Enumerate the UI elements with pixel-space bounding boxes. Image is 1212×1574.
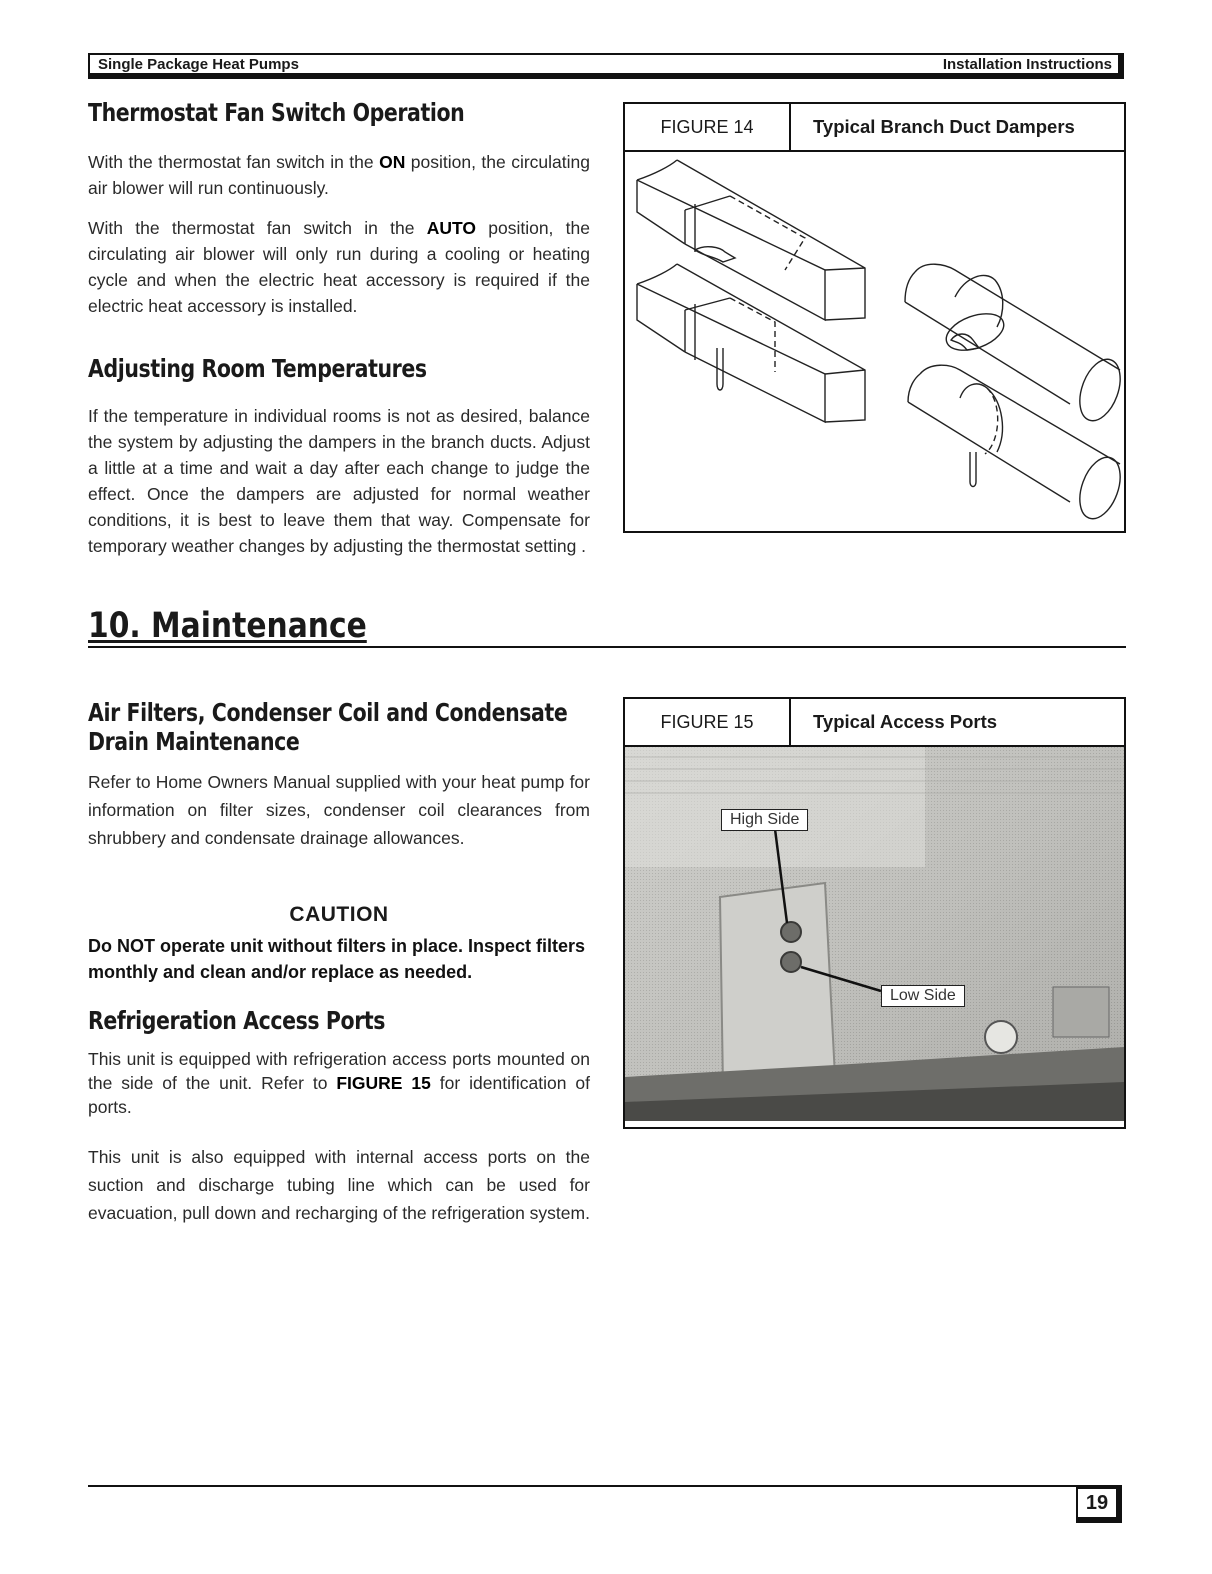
air-filters-heading-line-2: Drain Maintenance <box>88 727 300 756</box>
thermostat-paragraph-2 <box>88 215 590 319</box>
header-left-title: Single Package Heat Pumps <box>98 55 299 73</box>
low-side-label: Low Side <box>881 985 965 1007</box>
refrigeration-paragraph-1 <box>88 1047 590 1119</box>
figure-15-number: FIGURE 15 <box>625 699 791 745</box>
text-run: With the thermostat fan switch in the <box>88 218 427 238</box>
branch-duct-dampers-illustration <box>625 152 1124 531</box>
text-run: for identification of ports. <box>88 1073 590 1117</box>
bold-run: ON <box>379 152 406 172</box>
refrigeration-heading: Refrigeration Access Ports <box>88 1006 386 1035</box>
high-side-label: High Side <box>721 809 808 831</box>
figure-14-title: Typical Branch Duct Dampers <box>813 116 1075 137</box>
page-header <box>88 53 1124 79</box>
figure-15 <box>623 697 1126 1129</box>
figure-14 <box>623 102 1126 533</box>
access-ports-photo <box>625 747 1124 1121</box>
refrigeration-paragraph-2: This unit is also equipped with internal access ports on the suction and discharge tubing line which can be used for evacuation, pull down and recharging of the refrigeration system. <box>88 1147 590 1223</box>
maintenance-section-heading <box>88 606 1126 648</box>
air-filters-section <box>88 698 590 852</box>
thermostat-heading: Thermostat Fan Switch Operation <box>88 98 465 127</box>
text-run: This unit is equipped with refrigeration access ports mounted on the side of the unit. Refer to <box>88 1049 590 1093</box>
figure-14-header <box>625 104 1124 152</box>
room-temps-section <box>88 354 590 559</box>
figure-15-title: Typical Access Ports <box>813 711 998 732</box>
bold-run: FIGURE 15 <box>336 1073 431 1093</box>
header-right-title: Installation Instructions <box>942 55 1112 73</box>
air-filters-paragraph: Refer to Home Owners Manual supplied with your heat pump for information on filter sizes, condenser coil clearances from shrubbery and condensate drainage allowances. <box>88 772 590 848</box>
text-run: position, the circulating air blower will run continuously. <box>88 152 590 198</box>
footer-rule <box>88 1485 1122 1487</box>
thermostat-section <box>88 98 590 319</box>
caution-title: CAUTION <box>289 903 389 926</box>
page-number: 19 <box>1076 1487 1122 1523</box>
maintenance-heading: 10. Maintenance <box>88 606 367 646</box>
text-run: position, the circulating air blower will only run during a cooling or heating cycle and when the electric heat accessory is required if the electric heat accessory is installed. <box>88 218 590 316</box>
refrigeration-section <box>88 1006 590 1227</box>
access-ports-photo-drawing <box>625 747 1124 1121</box>
air-filters-heading-line-1: Air Filters, Condenser Coil and Condensate <box>88 698 568 727</box>
room-temps-heading: Adjusting Room Temperatures <box>88 354 427 383</box>
figure-14-number: FIGURE 14 <box>625 104 791 150</box>
caution-block <box>88 903 590 985</box>
room-temps-paragraph: If the temperature in individual rooms is not as desired, balance the system by adjusting the dampers in the branch ducts. Adjust a little at a time and wait a day after each change to judge the effect. Once the dampers are adjusted for normal weather conditions, it is best to leave them that way. Compensate for temporary weather changes by adjusting the thermostat setting . <box>88 406 590 556</box>
text-run: With the thermostat fan switch in the <box>88 152 380 172</box>
bold-run: AUTO <box>426 218 476 238</box>
caution-text: Do NOT operate unit without filters in place. Inspect filters monthly and clean and/or replace as needed. <box>88 936 586 982</box>
thermostat-paragraph-1 <box>88 149 590 201</box>
figure-15-header <box>625 699 1124 747</box>
